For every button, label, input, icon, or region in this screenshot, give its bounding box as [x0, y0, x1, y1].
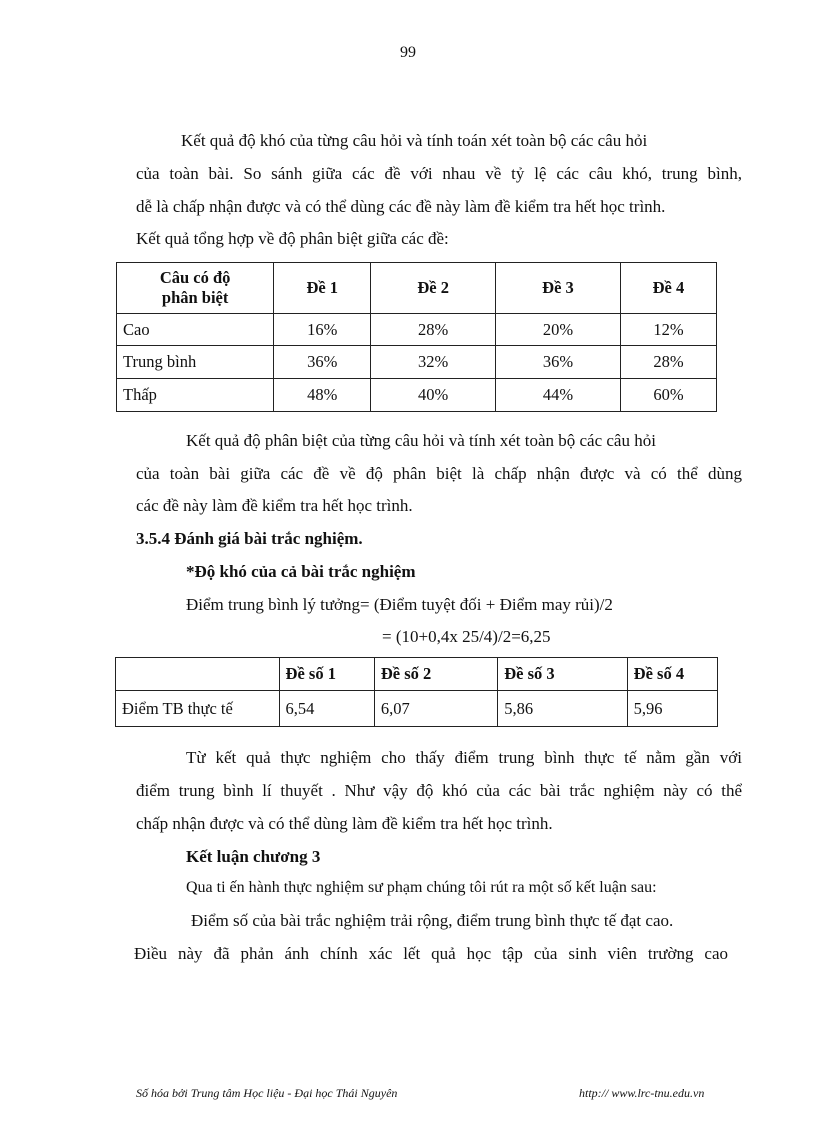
table-row [117, 379, 717, 412]
cell: 60% [620, 379, 716, 412]
actual-score-table [115, 657, 718, 727]
row-label: Trung bình [117, 346, 274, 379]
header-de-so-3: Đề số 3 [498, 658, 627, 691]
para2-line3: các đề này làm đề kiểm tra hết học trình. [136, 496, 413, 515]
formula-line1: Điểm trung bình lý tưởng= (Điểm tuyệt đối + Điểm may rủi)/2 [186, 595, 613, 614]
header-criteria-line2: phân biệt [161, 288, 229, 307]
cell: 5,86 [498, 691, 627, 727]
cell: 40% [371, 379, 496, 412]
cell: 36% [496, 346, 621, 379]
conclusion-line2: Điều này đã phản ánh chính xác lết quả học tập của sinh viên trường cao [134, 944, 728, 963]
header-empty [116, 658, 280, 691]
table-header-row [116, 658, 718, 691]
cell: 28% [371, 314, 496, 346]
header-de4: Đề 4 [620, 263, 716, 314]
para2-line2: của toàn bài giữa các đề về độ phân biệt là chấp nhận được và có thể dùng [136, 464, 742, 483]
para3-line2: điểm trung bình lí thuyết . Như vậy độ khó của các bài trắc nghiệm này có thể [136, 781, 742, 800]
header-de1: Đề 1 [274, 263, 371, 314]
table-row [116, 691, 718, 727]
footer-left: Số hóa bởi Trung tâm Học liệu - Đại học Thái Nguyên [136, 1086, 398, 1100]
row-label: Thấp [117, 379, 274, 412]
cell: 5,96 [627, 691, 717, 727]
formula-line2: = (10+0,4x 25/4)/2=6,25 [382, 627, 551, 646]
table-row [117, 314, 717, 346]
para2-line1: Kết quả độ phân biệt của từng câu hỏi và tính xét toàn bộ các câu hỏi [186, 431, 656, 450]
header-criteria [117, 263, 274, 314]
section-heading: 3.5.4 Đánh giá bài trắc nghiệm. [136, 529, 363, 548]
para1-line2: của toàn bài. So sánh giữa các đề với nhau về tỷ lệ các câu khó, trung bình, [136, 164, 742, 183]
subheading: *Độ khó của cả bài trắc nghiệm [186, 562, 416, 581]
para1-line3: dễ là chấp nhận được và có thể dùng các đề này làm đề kiểm tra hết học trình. [136, 197, 666, 216]
para3-line1: Từ kết quả thực nghiệm cho thấy điểm trung bình thực tế nằm gần với [186, 748, 742, 767]
header-de3: Đề 3 [496, 263, 621, 314]
cell: 6,54 [279, 691, 374, 727]
cell: 48% [274, 379, 371, 412]
para3-line3: chấp nhận được và có thể dùng làm đề kiểm tra hết học trình. [136, 814, 553, 833]
header-de-so-4: Đề số 4 [627, 658, 717, 691]
cell: 28% [620, 346, 716, 379]
cell: 36% [274, 346, 371, 379]
cell: 20% [496, 314, 621, 346]
table-header-row [117, 263, 717, 314]
row-label: Điểm TB thực tế [116, 691, 280, 727]
footer-right: http:// www.lrc-tnu.edu.vn [579, 1086, 705, 1100]
table-row [117, 346, 717, 379]
conclusion-line1: Điểm số của bài trắc nghiệm trải rộng, điểm trung bình thực tế đạt cao. [191, 911, 674, 930]
cell: 44% [496, 379, 621, 412]
header-de-so-1: Đề số 1 [279, 658, 374, 691]
header-de-so-2: Đề số 2 [374, 658, 497, 691]
discrimination-table [116, 262, 717, 412]
row-label: Cao [117, 314, 274, 346]
cell: 16% [274, 314, 371, 346]
conclusion-heading: Kết luận chương 3 [186, 847, 321, 866]
cell: 6,07 [374, 691, 497, 727]
cell: 12% [620, 314, 716, 346]
conclusion-intro: Qua ti ến hành thực nghiệm sư phạm chúng tôi rút ra một số kết luận sau: [186, 879, 657, 896]
para1-line1: Kết quả độ khó của từng câu hỏi và tính toán xét toàn bộ các câu hỏi [181, 131, 648, 150]
header-criteria-line1: Câu có độ [159, 268, 231, 287]
header-de2: Đề 2 [371, 263, 496, 314]
page-number: 99 [400, 44, 416, 61]
cell: 32% [371, 346, 496, 379]
summary-intro: Kết quả tổng hợp về độ phân biệt giữa các đề: [136, 229, 449, 248]
